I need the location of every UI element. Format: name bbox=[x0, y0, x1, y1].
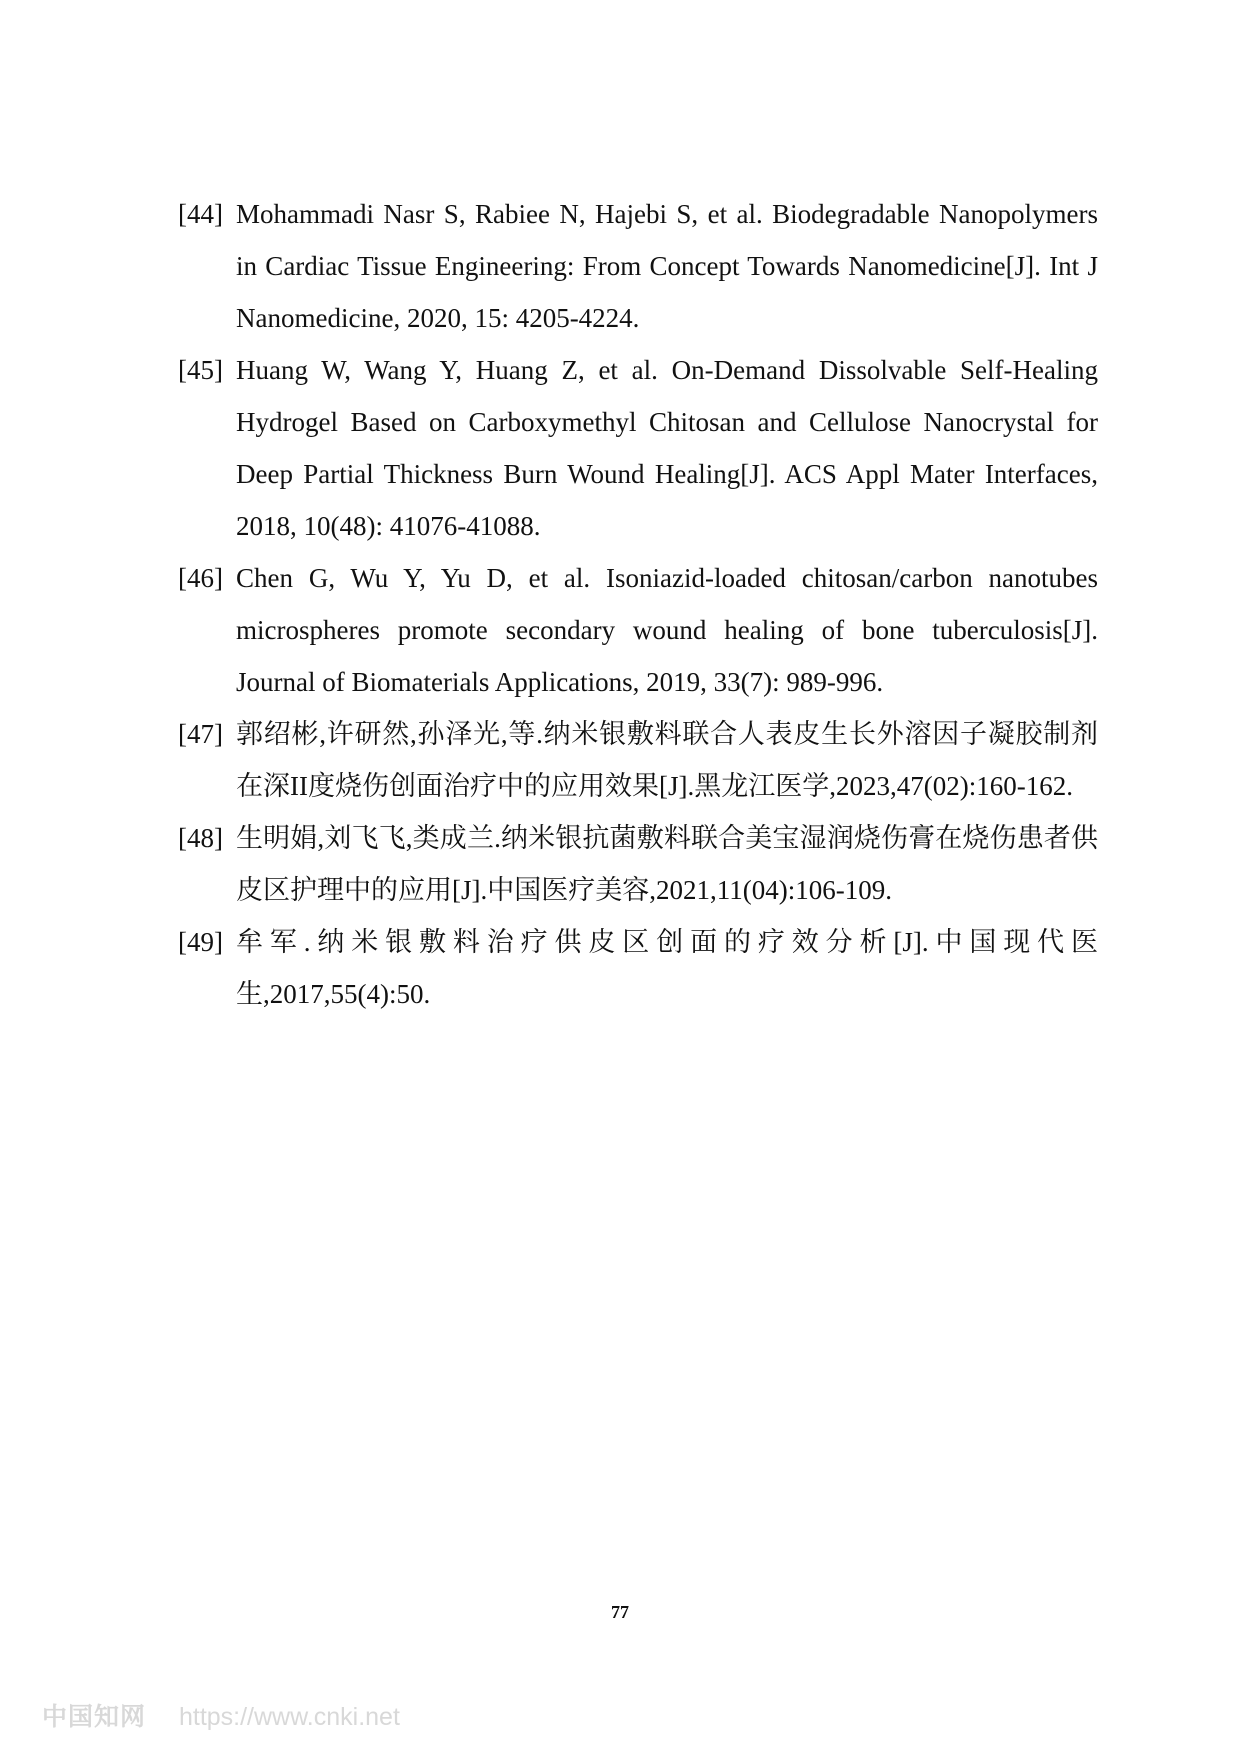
reference-text: 郭绍彬,许研然,孙泽光,等.纳米银敷料联合人表皮生长外溶因子凝胶制剂在深II度烧伤创面治疗中的应用效果[J].黑龙江医学,2023,47(02):160-162. bbox=[236, 719, 1098, 801]
reference-text: Chen G, Wu Y, Yu D, et al. Isoniazid-loaded chitosan/carbon nanotubes microspheres promote secondary wound healing of bone tuberculosis[J]. Journal of Biomaterials Applications, 2019, 33(7): 989-996. bbox=[236, 563, 1098, 697]
reference-list bbox=[178, 188, 1098, 1020]
cnki-watermark bbox=[42, 1697, 400, 1733]
reference-item bbox=[178, 344, 1098, 552]
reference-text: 牟军.纳米银敷料治疗供皮区创面的疗效分析[J].中国现代医生,2017,55(4):50. bbox=[236, 927, 1098, 1009]
reference-item bbox=[178, 916, 1098, 1020]
cnki-logo: 中国知网 bbox=[42, 1703, 147, 1731]
page-number: 77 bbox=[611, 1602, 629, 1622]
reference-text: Mohammadi Nasr S, Rabiee N, Hajebi S, et al. Biodegradable Nanopolymers in Cardiac Tissue Engineering: From Concept Towards Nanomedicine[J]. Int J Nanomedicine, 2020, 15: 4205-4224. bbox=[236, 199, 1098, 333]
reference-number: [44] bbox=[178, 199, 223, 229]
reference-number: [45] bbox=[178, 355, 223, 385]
reference-text: Huang W, Wang Y, Huang Z, et al. On-Demand Dissolvable Self-Healing Hydrogel Based on Carboxymethyl Chitosan and Cellulose Nanocrystal for Deep Partial Thickness Burn Wound Healing[J]. ACS Appl Mater Interfaces, 2018, 10(48): 41076-41088. bbox=[236, 355, 1098, 541]
reference-text: 生明娟,刘飞飞,类成兰.纳米银抗菌敷料联合美宝湿润烧伤膏在烧伤患者供皮区护理中的应用[J].中国医疗美容,2021,11(04):106-109. bbox=[236, 823, 1098, 905]
reference-number: [46] bbox=[178, 563, 223, 593]
reference-item bbox=[178, 708, 1098, 812]
reference-item bbox=[178, 188, 1098, 344]
reference-number: [49] bbox=[178, 927, 223, 957]
cnki-url: https://www.cnki.net bbox=[178, 1703, 400, 1731]
reference-item bbox=[178, 812, 1098, 916]
reference-item bbox=[178, 552, 1098, 708]
reference-number: [47] bbox=[178, 719, 223, 749]
reference-number: [48] bbox=[178, 823, 223, 853]
